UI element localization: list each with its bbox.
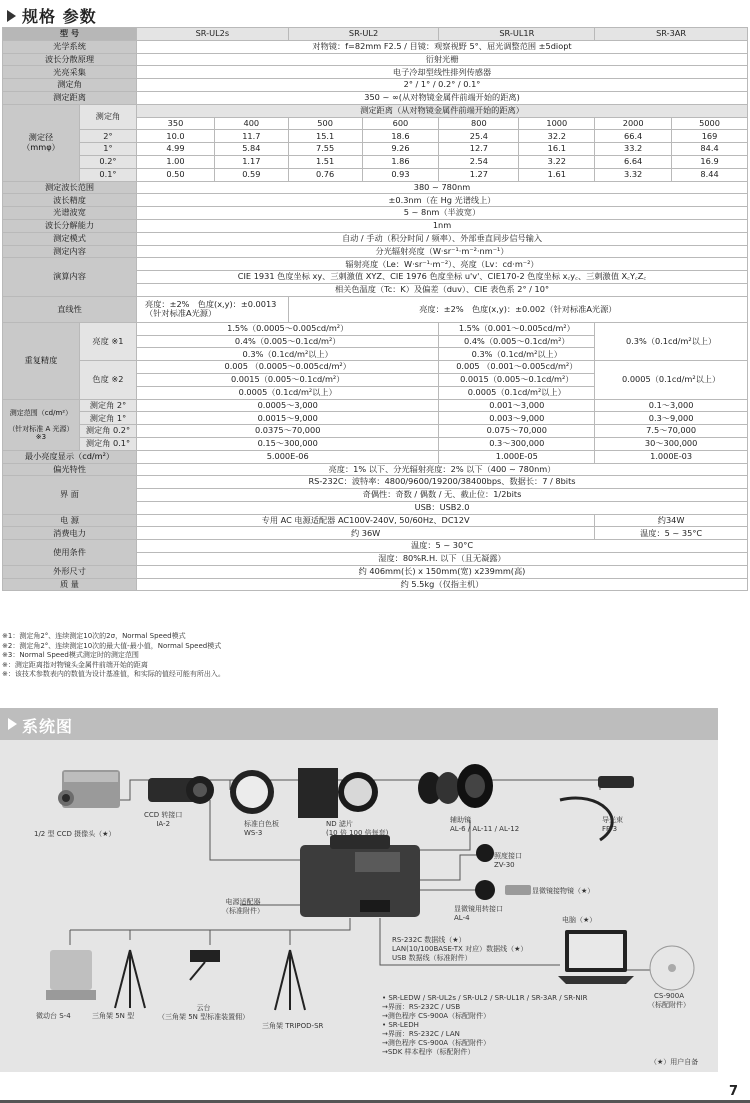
label-line: FP-3 — [602, 825, 618, 833]
spec-row — [3, 79, 748, 92]
min-lum-value: 1.000E-05 — [439, 450, 595, 463]
spec-row — [3, 207, 748, 220]
range-value: 0.3～9,000 — [595, 412, 748, 425]
diameter-value: 0.93 — [362, 168, 439, 181]
diameter-value: 18.6 — [362, 130, 439, 143]
main-unit-image — [300, 835, 420, 917]
iface-line: 奇偶性：奇数 / 偶数 / 无、截止位：1/2bits — [137, 489, 748, 502]
row-label: 消费电力 — [3, 527, 137, 540]
diameter-value: 3.32 — [595, 168, 672, 181]
repeat-value: 0.4%（0.005～0.1cd/m²） — [439, 335, 595, 348]
row-label: 波长精度 — [3, 194, 137, 207]
spec-row — [3, 514, 748, 527]
microscope-objective-image — [475, 880, 531, 900]
label-line: AL-6 / AL-11 / AL-12 — [450, 825, 520, 833]
diameter-value: 7.55 — [288, 143, 362, 156]
stage-label: 微动台 S-4 — [36, 1012, 71, 1020]
diameter-value: 0.59 — [214, 168, 288, 181]
nd-filter-image — [298, 768, 378, 818]
diameter-label — [3, 104, 80, 181]
diameter-row — [3, 155, 748, 168]
range-value: 0.0005～3,000 — [137, 399, 439, 412]
row-value: 1nm — [137, 219, 748, 232]
software-line: • SR-LEDW / SR-UL2s / SR-UL2 / SR-UL1R / SR-3AR / SR-NIR — [382, 994, 588, 1002]
spec-row — [3, 578, 748, 591]
row-label: 测定波长范围 — [3, 181, 137, 194]
diameter-value: 12.7 — [439, 143, 519, 156]
range-title: 测定范围（cd/m²） — [9, 408, 73, 417]
tripod-5n-image — [115, 950, 145, 1008]
tripod-sr-image — [275, 950, 305, 1010]
row-value: 自动 / 手动（积分时间 / 频率）、外部垂直同步信号输入 — [137, 232, 748, 245]
label-line: AL-4 — [454, 914, 470, 922]
diameter-value: 15.1 — [288, 130, 362, 143]
row-label: 光谱波宽 — [3, 207, 137, 220]
ccd-camera-image — [58, 770, 120, 808]
spec-row — [3, 40, 748, 53]
diameter-title: 测定径 — [28, 132, 54, 143]
microscope-objective-label: 显微镜接物镜（★） — [532, 887, 595, 895]
calc-line: 相关色温度（Tc：K）及偏差（duv）、CIE 表色系 2° / 10° — [137, 283, 748, 296]
repeat-value: 0.3%（0.1cd/m²以上） — [595, 322, 748, 360]
spec-row — [3, 463, 748, 476]
range-value: 0.1～3,000 — [595, 399, 748, 412]
stage-image — [46, 950, 96, 1000]
repeat-value: 1.5%（0.0005～0.005cd/m²） — [137, 322, 439, 335]
row-value: 对物镜：f=82mm F2.5 / 目镜：观察视野 5°、屈光调整范围 ±5diopt — [137, 40, 748, 53]
distance-value: 5000 — [672, 117, 748, 130]
triangle-bullet-icon — [7, 10, 16, 22]
cd-label — [648, 992, 690, 1010]
linearity-ul2s-a: 亮度：±2% 色度(x,y)：±0.0013 — [145, 298, 277, 309]
diameter-value: 1.17 — [214, 155, 288, 168]
row-label: 波长分解能力 — [3, 219, 137, 232]
diameter-value: 1.27 — [439, 168, 519, 181]
repeat-row — [3, 322, 748, 335]
label-line: 云台 — [196, 1004, 211, 1012]
label-line: CCD 转接口 — [144, 811, 183, 819]
diameter-value: 16.9 — [672, 155, 748, 168]
linearity-ul2s — [137, 296, 289, 322]
distance-value: 800 — [439, 117, 519, 130]
diameter-value: 25.4 — [439, 130, 519, 143]
repeat-value: 1.5%（0.001～0.005cd/m²） — [439, 322, 595, 335]
repeat-value: 0.3%（0.1cd/m²以上） — [439, 348, 595, 361]
footnote: ※：该技术参数表内的数值为设计基准值，和实际的值经可能有所出入。 — [2, 670, 225, 679]
diameter-angle-col: 测定角 — [79, 104, 136, 130]
diameter-value: 0.76 — [288, 168, 362, 181]
diameter-value: 1.61 — [519, 168, 595, 181]
model-name: SR-UL1R — [439, 28, 595, 41]
diameter-angle: 1° — [79, 143, 136, 156]
diameter-value: 8.44 — [672, 168, 748, 181]
microscope-adapter-label — [454, 905, 503, 923]
label-line: 标准白色板 — [244, 820, 279, 828]
row-label: 使用条件 — [3, 540, 137, 566]
label-line: 照度接口 — [494, 852, 522, 860]
row-value: 约 5.5kg（仅指主机） — [137, 578, 748, 591]
conditions-line: 温度：5 ~ 30°C — [137, 540, 748, 553]
diameter-value: 0.50 — [137, 168, 215, 181]
range-value: 0.15～300,000 — [137, 437, 439, 450]
row-value: 2° / 1° / 0.2° / 0.1° — [137, 79, 748, 92]
repeat-value: 0.0015（0.005～0.1cd/m²） — [137, 373, 439, 386]
spec-row — [3, 194, 748, 207]
diameter-value: 16.1 — [519, 143, 595, 156]
software-line: →测色程序 CS-900A（标配附件） — [382, 1039, 491, 1047]
repeat-value: 0.0005（0.1cd/m²以上） — [439, 386, 595, 399]
system-diagram-lines — [0, 740, 718, 1072]
system-section-title: 系统图 — [22, 717, 74, 736]
row-value: ±0.3nm（在 Hg 光谱线上） — [137, 194, 748, 207]
diameter-value: 2.54 — [439, 155, 519, 168]
diameter-value: 11.7 — [214, 130, 288, 143]
row-label: 测定内容 — [3, 245, 137, 258]
label-line: WS-3 — [244, 829, 263, 837]
range-row — [3, 425, 748, 438]
diameter-angle: 0.1° — [79, 168, 136, 181]
row-label: 直线性 — [3, 296, 137, 322]
repeat-row — [3, 361, 748, 374]
label-line: （标配附件） — [648, 1001, 690, 1009]
diameter-unit: （mmφ） — [22, 141, 60, 152]
label-line: 电源适配器 — [225, 898, 261, 906]
label-line: （三角架 5N 型标准装置佣） — [158, 1013, 250, 1021]
ccd-camera-label: 1/2 型 CCD 摄像头（★） — [34, 830, 116, 838]
diameter-value: 3.22 — [519, 155, 595, 168]
repeat-lum-label: 亮度 ※1 — [79, 322, 136, 360]
repeat-value: 0.0005（0.1cd/m²以上） — [595, 361, 748, 399]
row-label: 界 面 — [3, 476, 137, 514]
diameter-distance-header: 测定距离（从对物镜金属件前端开始的距离） — [137, 104, 748, 117]
pan-head-label — [158, 1004, 249, 1022]
repeat-value: 0.0015（0.005～0.1cd/m²） — [439, 373, 595, 386]
row-label: 演算内容 — [3, 258, 137, 296]
software-line: →测色程序 CS-900A（标配附件） — [382, 1012, 491, 1020]
iface-line: RS-232C：波特率：4800/9600/19200/38400bps、数据长：7 / 8bits — [137, 476, 748, 489]
distance-value: 2000 — [595, 117, 672, 130]
aux-lens-label — [450, 816, 519, 834]
software-line: →SDK 样本程序（标配附件） — [382, 1048, 475, 1056]
diameter-header-row — [3, 104, 748, 117]
row-label: 测定角 — [3, 79, 137, 92]
system-section-header — [0, 708, 718, 740]
spec-row — [3, 450, 748, 463]
white-plate-label — [244, 820, 279, 838]
diameter-angle: 2° — [79, 130, 136, 143]
pan-head-image — [190, 950, 220, 980]
consumption-side: 温度：5 ~ 35°C — [595, 527, 748, 540]
range-row — [3, 399, 748, 412]
label-line: 显微镜用转接口 — [454, 905, 503, 913]
row-value: 衍射光栅 — [137, 53, 748, 66]
spec-row — [3, 245, 748, 258]
row-value: 5 ~ 8nm（半波宽） — [137, 207, 748, 220]
repeat-value: 0.0005（0.1cd/m²以上） — [137, 386, 439, 399]
repeat-value: 0.4%（0.005～0.1cd/m²） — [137, 335, 439, 348]
connector-line — [130, 918, 350, 940]
self-provided-note: （★）用户自备 — [650, 1058, 699, 1066]
range-angle: 测定角 0.2° — [79, 425, 136, 438]
power-main: 专用 AC 电源适配器 AC100V-240V, 50/60Hz、DC12V — [137, 514, 595, 527]
model-row — [3, 28, 748, 41]
power-side: 约34W — [595, 514, 748, 527]
row-label: 光学系统 — [3, 40, 137, 53]
calc-line: 辐射亮度（Le：W·sr⁻¹·m⁻²）、亮度（Lv：cd·m⁻²） — [137, 258, 748, 271]
model-name: SR-3AR — [595, 28, 748, 41]
footnote: ※1：测定角2°、连续测定10次的2σ，Normal Speed模式 — [2, 632, 186, 640]
diameter-value: 84.4 — [672, 143, 748, 156]
label-line: CS-900A — [653, 992, 684, 1000]
system-diagram — [0, 740, 718, 1072]
software-notes — [382, 994, 588, 1057]
row-label: 最小亮度显示（cd/m²） — [3, 450, 137, 463]
footnotes — [2, 632, 225, 680]
tripod-sr-label: 三角架 TRIPOD-SR — [262, 1022, 324, 1030]
linearity-other: 亮度：±2% 色度(x,y)：±0.002（针对标准A光源） — [288, 296, 747, 322]
spec-row — [3, 219, 748, 232]
label-line: LAN(10/100BASE-TX 对应）数据线（★） — [392, 945, 528, 953]
row-value: 分光辐射亮度（W·sr⁻¹·m⁻²·nm⁻¹） — [137, 245, 748, 258]
ccd-adapter-image — [148, 776, 214, 804]
spec-row — [3, 527, 748, 540]
diameter-value: 1.00 — [137, 155, 215, 168]
spec-table — [2, 27, 748, 591]
repeat-value: 0.005 （0.0005～0.005cd/m²） — [137, 361, 439, 374]
diameter-value: 9.26 — [362, 143, 439, 156]
row-label: 质 量 — [3, 578, 137, 591]
range-note: （针对标准 A 光源）※3 — [8, 424, 74, 441]
range-value: 0.0015～9,000 — [137, 412, 439, 425]
row-label: 测定模式 — [3, 232, 137, 245]
label-line: (10 倍 100 倍每套) — [326, 829, 389, 837]
range-value: 0.3～300,000 — [439, 437, 595, 450]
software-line: • SR-LEDH — [382, 1021, 419, 1029]
diameter-value: 1.51 — [288, 155, 362, 168]
spec-row — [3, 91, 748, 104]
range-value: 0.075～70,000 — [439, 425, 595, 438]
diameter-value: 32.2 — [519, 130, 595, 143]
label-line: 辅助镜 — [450, 816, 471, 824]
range-value: 30～300,000 — [595, 437, 748, 450]
tripod-5n-label: 三角架 5N 型 — [92, 1012, 135, 1020]
label-line: USB 数据线（标准附件） — [392, 954, 472, 962]
spec-row — [3, 232, 748, 245]
calc-row — [3, 258, 748, 271]
label-line: RS-232C 数据线（★） — [392, 936, 466, 944]
spec-row — [3, 66, 748, 79]
label-line: ND 滤片 — [326, 820, 353, 828]
label-line: ZV-30 — [494, 861, 515, 869]
label-line: （标准附件） — [222, 907, 264, 915]
row-label: 外形尺寸 — [3, 565, 137, 578]
pc-label: 电脑（★） — [562, 916, 597, 924]
page-number: 7 — [728, 1084, 738, 1099]
label-line: IA-2 — [156, 820, 171, 828]
spec-section-title: 规格 参数 — [22, 7, 97, 26]
row-label: 电 源 — [3, 514, 137, 527]
range-label — [3, 399, 80, 450]
aux-lens-image — [418, 764, 493, 808]
row-value: 电子冷却型线性排列传感器 — [137, 66, 748, 79]
repeat-chrom-label: 色度 ※2 — [79, 361, 136, 399]
cd-image — [650, 946, 694, 990]
range-row — [3, 412, 748, 425]
illuminance-label — [494, 852, 522, 870]
white-plate-image — [230, 770, 274, 814]
distance-value: 350 — [137, 117, 215, 130]
diameter-row — [3, 130, 748, 143]
diameter-angle: 0.2° — [79, 155, 136, 168]
linearity-ul2s-b: （针对标准A光源） — [145, 308, 217, 319]
row-value: 亮度：1% 以下、分光辐射亮度：2% 以下（400 ~ 780nm） — [137, 463, 748, 476]
diameter-row — [3, 168, 748, 181]
range-angle: 测定角 1° — [79, 412, 136, 425]
calc-line: CIE 1931 色度坐标 xy、三刺激值 XYZ、CIE 1976 色度坐标 u'v'、CIE170-2 色度坐标 x꜀y꜀、三刺激值 X꜀Y꜀Z꜀ — [137, 271, 748, 284]
iface-row — [3, 476, 748, 489]
diameter-value: 5.84 — [214, 143, 288, 156]
diameter-value: 33.2 — [595, 143, 672, 156]
consumption-main: 约 36W — [137, 527, 595, 540]
linearity-row — [3, 296, 748, 322]
conditions-line: 湿度：80%R.H. 以下（且无凝露） — [137, 553, 748, 566]
row-label: 波长分散原理 — [3, 53, 137, 66]
distance-value: 600 — [362, 117, 439, 130]
diameter-value: 10.0 — [137, 130, 215, 143]
power-adapter-label — [222, 898, 264, 916]
conditions-row — [3, 540, 748, 553]
distance-value: 500 — [288, 117, 362, 130]
distance-value: 400 — [214, 117, 288, 130]
model-label: 型 号 — [3, 28, 137, 41]
laptop-image — [558, 930, 634, 984]
software-line: →界面：RS-232C / LAN — [382, 1030, 460, 1038]
diameter-value: 66.4 — [595, 130, 672, 143]
nd-filter-label — [326, 820, 388, 838]
triangle-bullet-icon — [8, 718, 17, 730]
row-value: 380 ~ 780nm — [137, 181, 748, 194]
diameter-value: 169 — [672, 130, 748, 143]
diameter-value: 4.99 — [137, 143, 215, 156]
row-label: 光亮采集 — [3, 66, 137, 79]
row-label: 重复精度 — [3, 322, 80, 399]
illuminance-adapter-image — [476, 844, 494, 862]
range-angle: 测定角 2° — [79, 399, 136, 412]
footnote: ※2：测定角2°、连续测定10次的最大值-最小值，Normal Speed模式 — [2, 641, 222, 650]
distance-value: 1000 — [519, 117, 595, 130]
connector-line — [420, 855, 480, 880]
software-line: →界面：RS-232C / USB — [382, 1003, 461, 1011]
repeat-value: 0.005 （0.001～0.005cd/m²） — [439, 361, 595, 374]
row-label: 测定距离 — [3, 91, 137, 104]
ccd-adapter-label — [144, 811, 182, 829]
footnote: ※：测定距离指对物镜头金属件前端开始的距离 — [2, 660, 148, 669]
range-value: 0.0375～70,000 — [137, 425, 439, 438]
spec-row — [3, 181, 748, 194]
range-value: 0.001～3,000 — [439, 399, 595, 412]
range-row — [3, 437, 748, 450]
row-label: 偏光特性 — [3, 463, 137, 476]
footnote: ※3：Normal Speed模式测定时的测定范围 — [2, 651, 139, 660]
min-lum-value: 5.000E-06 — [137, 450, 439, 463]
spec-row — [3, 53, 748, 66]
row-value: 350 ~ ∞(从对物镜金属件前端开始的距离) — [137, 91, 748, 104]
repeat-value: 0.3%（0.1cd/m²以上） — [137, 348, 439, 361]
model-name: SR-UL2s — [137, 28, 289, 41]
range-value: 0.003～9,000 — [439, 412, 595, 425]
cable-labels — [392, 936, 527, 963]
label-line: 导光束 — [602, 816, 623, 824]
range-angle: 测定角 0.1° — [79, 437, 136, 450]
model-name: SR-UL2 — [288, 28, 439, 41]
row-value: 约 406mm(长) x 150mm(宽) x239mm(高) — [137, 565, 748, 578]
spec-row — [3, 565, 748, 578]
min-lum-value: 1.000E-03 — [595, 450, 748, 463]
spec-section-header — [0, 4, 97, 27]
diameter-value: 1.86 — [362, 155, 439, 168]
iface-line: USB：USB2.0 — [137, 501, 748, 514]
fiber-label — [602, 816, 623, 834]
diameter-row — [3, 143, 748, 156]
range-value: 7.5～70,000 — [595, 425, 748, 438]
diameter-value: 6.64 — [595, 155, 672, 168]
